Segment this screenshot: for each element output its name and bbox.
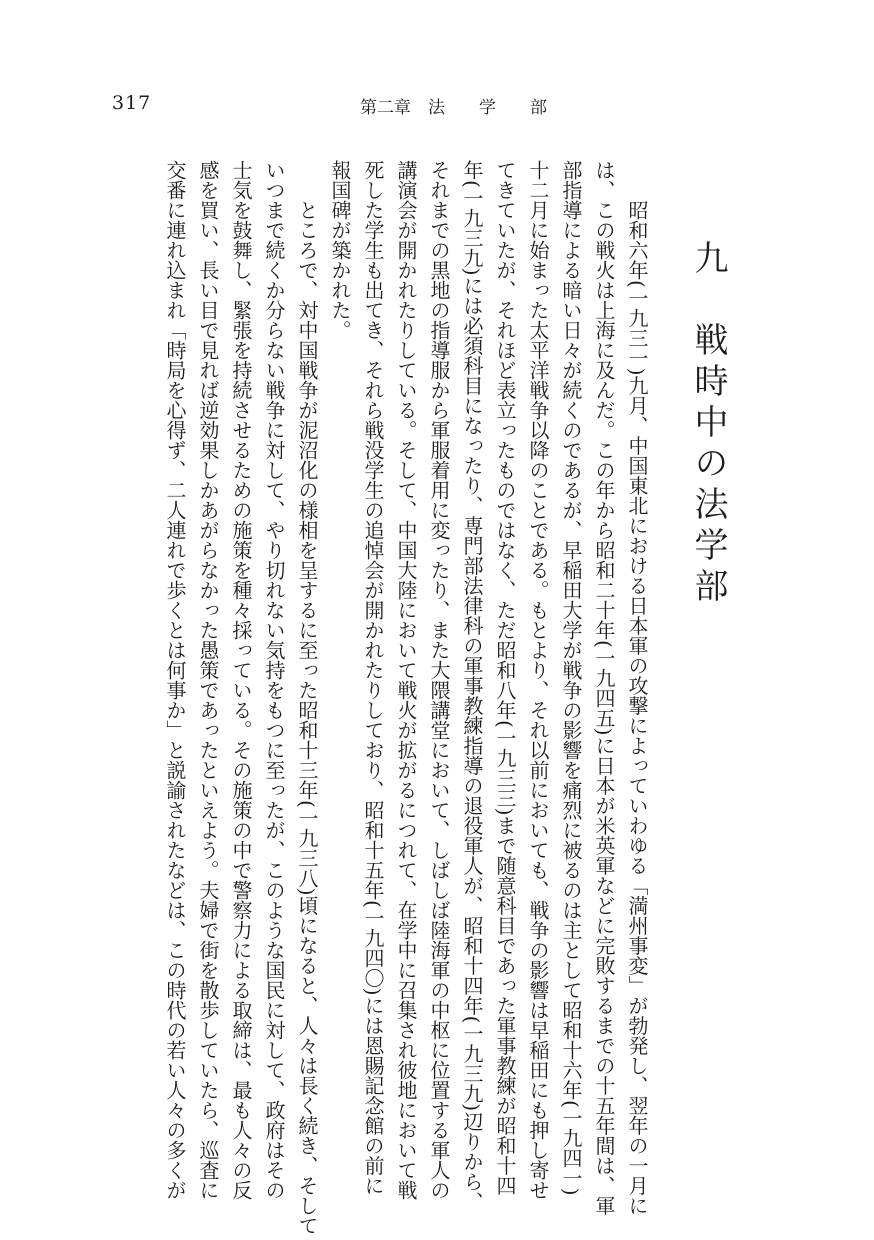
body-line: いつまで続くか分らない戦争に対して、やり切れない気持をもつに至ったが、このような国民に対して、政府はその [262, 160, 286, 1200]
chapter-title: 九 戦時中の法学部 [688, 240, 728, 609]
body-line: 交番に連れ込まれ「時局を心得ず、二人連れで歩くとは何事か」と説諭されたなどは、この時代の若い人々の多くが [163, 160, 187, 1200]
body-line: 士気を鼓舞し、緊張を持続させるための施策を種々採っている。その施策の中で警察力による取締は、最も人々の反 [229, 160, 253, 1200]
body-line: 報国碑が築かれた。 [328, 160, 352, 340]
body-line: 死した学生も出てき、それら戦没学生の追悼会が開かれたりしており、昭和十五年(一九四〇)には恩賜記念館の前に [361, 160, 385, 1196]
body-line: それまでの黒地の指導服から軍服着用に変ったり、また大隈講堂において、しばしば陸海軍の中枢に位置する軍人の [427, 160, 451, 1200]
body-line: てきていたが、それほど表立ったものではなく、ただ昭和八年(一九三三)まで随意科目であった軍事教練が昭和十四 [493, 160, 517, 1196]
body-line: ところで、対中国戦争が泥沼化の様相を呈するに至った昭和十三年(一九三八)頃になると、人々は長く続き、そして [295, 180, 319, 1236]
page-number: 317 [112, 92, 152, 114]
running-head: 第二章 法 学 部 [360, 98, 547, 118]
body-line: 部指導による暗い日々が続くのであるが、早稲田大学が戦争の影響を痛烈に被るのは主として昭和十六年(一九四一) [559, 160, 583, 1196]
body-line: 十二月に始まった太平洋戦争以降のことである。もとより、それ以前においても、戦争の影響は早稲田にも押し寄せ [526, 160, 550, 1200]
body-line: 講演会が開かれたりしている。そして、中国大陸において戦火が拡がるにつれて、在学中に召集され彼地において戦 [394, 160, 418, 1200]
body-line: 感を買い、長い目で見れば逆効果しかあがらなかった愚策であったといえよう。夫婦で街を散歩していたら、巡査に [196, 160, 220, 1200]
body-line: 昭和六年(一九三一)九月、中国東北における日本軍の攻撃によっていわゆる「満州事変」が勃発し、翌年の一月に [625, 180, 649, 1216]
body-line: 年(一九三九)には必須科目になったり、専門部法律科の軍事教練指導の退役軍人が、昭和十四年(一九三九)辺りから、 [460, 160, 484, 1212]
body-line: は、この戦火は上海に及んだ。この年から昭和二十年(一九四五)に日本が米英軍などに完敗するまでの十五年間は、軍 [592, 160, 616, 1216]
